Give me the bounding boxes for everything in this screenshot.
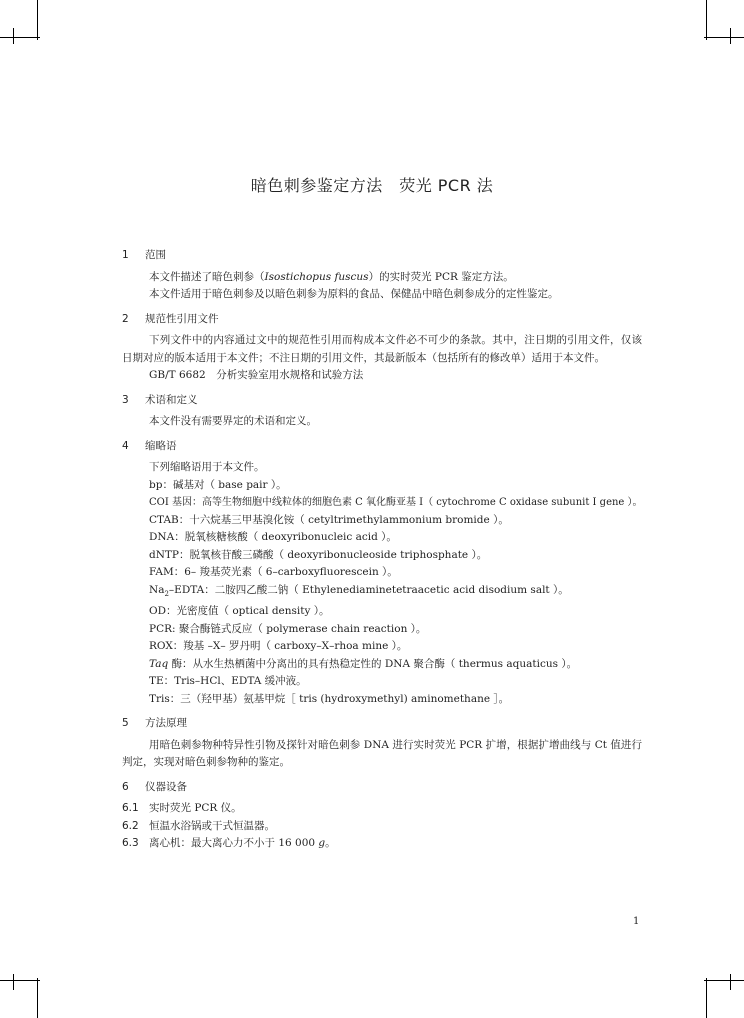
list-item: $Na_2$–EDTA：二胺四乙酸二钠（ Ethylenediaminetetraacetic acid disodium salt ）。 bbox=[149, 583, 569, 598]
equipment-item: 6.1 实时荧光 PCR 仪。 bbox=[122, 802, 242, 815]
crop-mark bbox=[0, 37, 40, 38]
equipment-item: 6.3 离心机：最大离心力不小于 16 000 g。 bbox=[122, 837, 336, 850]
list-item: Tris：三（羟甲基）氨基甲烷［ tris (hydroxymethyl) aminomethane ］。 bbox=[149, 692, 510, 705]
list-item: PCR: 聚合酶链式反应（ polymerase chain reaction ）。 bbox=[149, 622, 427, 635]
list-item: Taq 酶：从水生热栖菌中分离出的具有热稳定性的 DNA 聚合酶（ thermus aquaticus ）。 bbox=[149, 657, 578, 670]
section-heading: 5 方法原理 bbox=[122, 717, 187, 730]
list-item: FAM：6– 羧基荧光素（ 6–carboxyfluorescein ）。 bbox=[149, 566, 398, 578]
list-item: bp：碱基对（ base pair ）。 bbox=[149, 478, 287, 491]
crop-mark bbox=[0, 980, 40, 981]
normative-reference: GB/T 6682 分析实验室用水规格和试验方法 bbox=[149, 369, 364, 381]
crop-mark bbox=[730, 28, 731, 44]
list-item: DNA：脱氧核糖核酸（ deoxyribonucleic acid ）。 bbox=[149, 531, 397, 543]
equipment-item: 6.2 恒温水浴锅或干式恒温器。 bbox=[122, 819, 275, 832]
section-heading: 2 规范性引用文件 bbox=[122, 312, 219, 325]
crop-mark bbox=[13, 28, 14, 44]
list-item: COI 基因：高等生物细胞中线粒体的细胞色素 C 氧化酶亚基 I（ cytochrome C oxidase subunit I gene ）。 bbox=[149, 497, 643, 508]
crop-mark bbox=[704, 37, 744, 38]
paragraph: 本文件描述了暗色刺参（Isostichopus fuscus）的实时荧光 PCR 鉴定方法。 bbox=[149, 270, 514, 283]
crop-mark bbox=[13, 974, 14, 990]
list-item: CTAB：十六烷基三甲基溴化铵（ cetyltrimethylammonium bromide ）。 bbox=[149, 513, 509, 526]
crop-mark bbox=[704, 980, 744, 981]
list-item: OD：光密度值（ optical density ）。 bbox=[149, 605, 330, 618]
page-number: 1 bbox=[633, 916, 640, 927]
crop-mark bbox=[706, 978, 707, 1018]
list-item: dNTP：脱氧核苷酸三磷酸（ deoxyribonucleoside triphosphate ）。 bbox=[149, 548, 488, 561]
list-item: 下列缩略语用于本文件。 bbox=[149, 461, 265, 473]
list-item: ROX：羧基 –X– 罗丹明（ carboxy–X–rhoa mine ）。 bbox=[149, 640, 408, 653]
paragraph: 用暗色刺参物种特异性引物及探针对暗色刺参 DNA 进行实时荧光 PCR 扩增，根据扩增曲线与 Ct 值进行判定，实现对暗色刺参物种的鉴定。 bbox=[122, 738, 642, 769]
crop-mark bbox=[730, 974, 731, 990]
crop-mark bbox=[37, 978, 38, 1018]
paragraph: 本文件适用于暗色刺参及以暗色刺参为原料的食品、保健品中暗色刺参成分的定性鉴定。 bbox=[149, 288, 559, 300]
document-body bbox=[122, 247, 642, 853]
crop-mark bbox=[706, 0, 707, 40]
document-title: 暗色刺参鉴定方法 荧光 PCR 法 bbox=[250, 176, 494, 195]
paragraph: 下列文件中的内容通过文中的规范性引用而构成本文件必不可少的条款。其中，注日期的引用文件，仅该日期对应的版本适用于本文件；不注日期的引用文件，其最新版本（包括所有的修改单）适用于本文件。 bbox=[122, 334, 642, 364]
section-heading: 6 仪器设备 bbox=[122, 780, 187, 793]
abbreviation-list bbox=[122, 459, 642, 708]
list-item: TE：Tris–HCl、EDTA 缓冲液。 bbox=[149, 675, 307, 688]
section-heading: 3 术语和定义 bbox=[122, 393, 198, 406]
paragraph: 本文件没有需要界定的术语和定义。 bbox=[149, 415, 317, 427]
section-heading: 4 缩略语 bbox=[122, 439, 177, 452]
section-heading: 1 范围 bbox=[122, 249, 166, 261]
crop-mark bbox=[37, 0, 38, 40]
